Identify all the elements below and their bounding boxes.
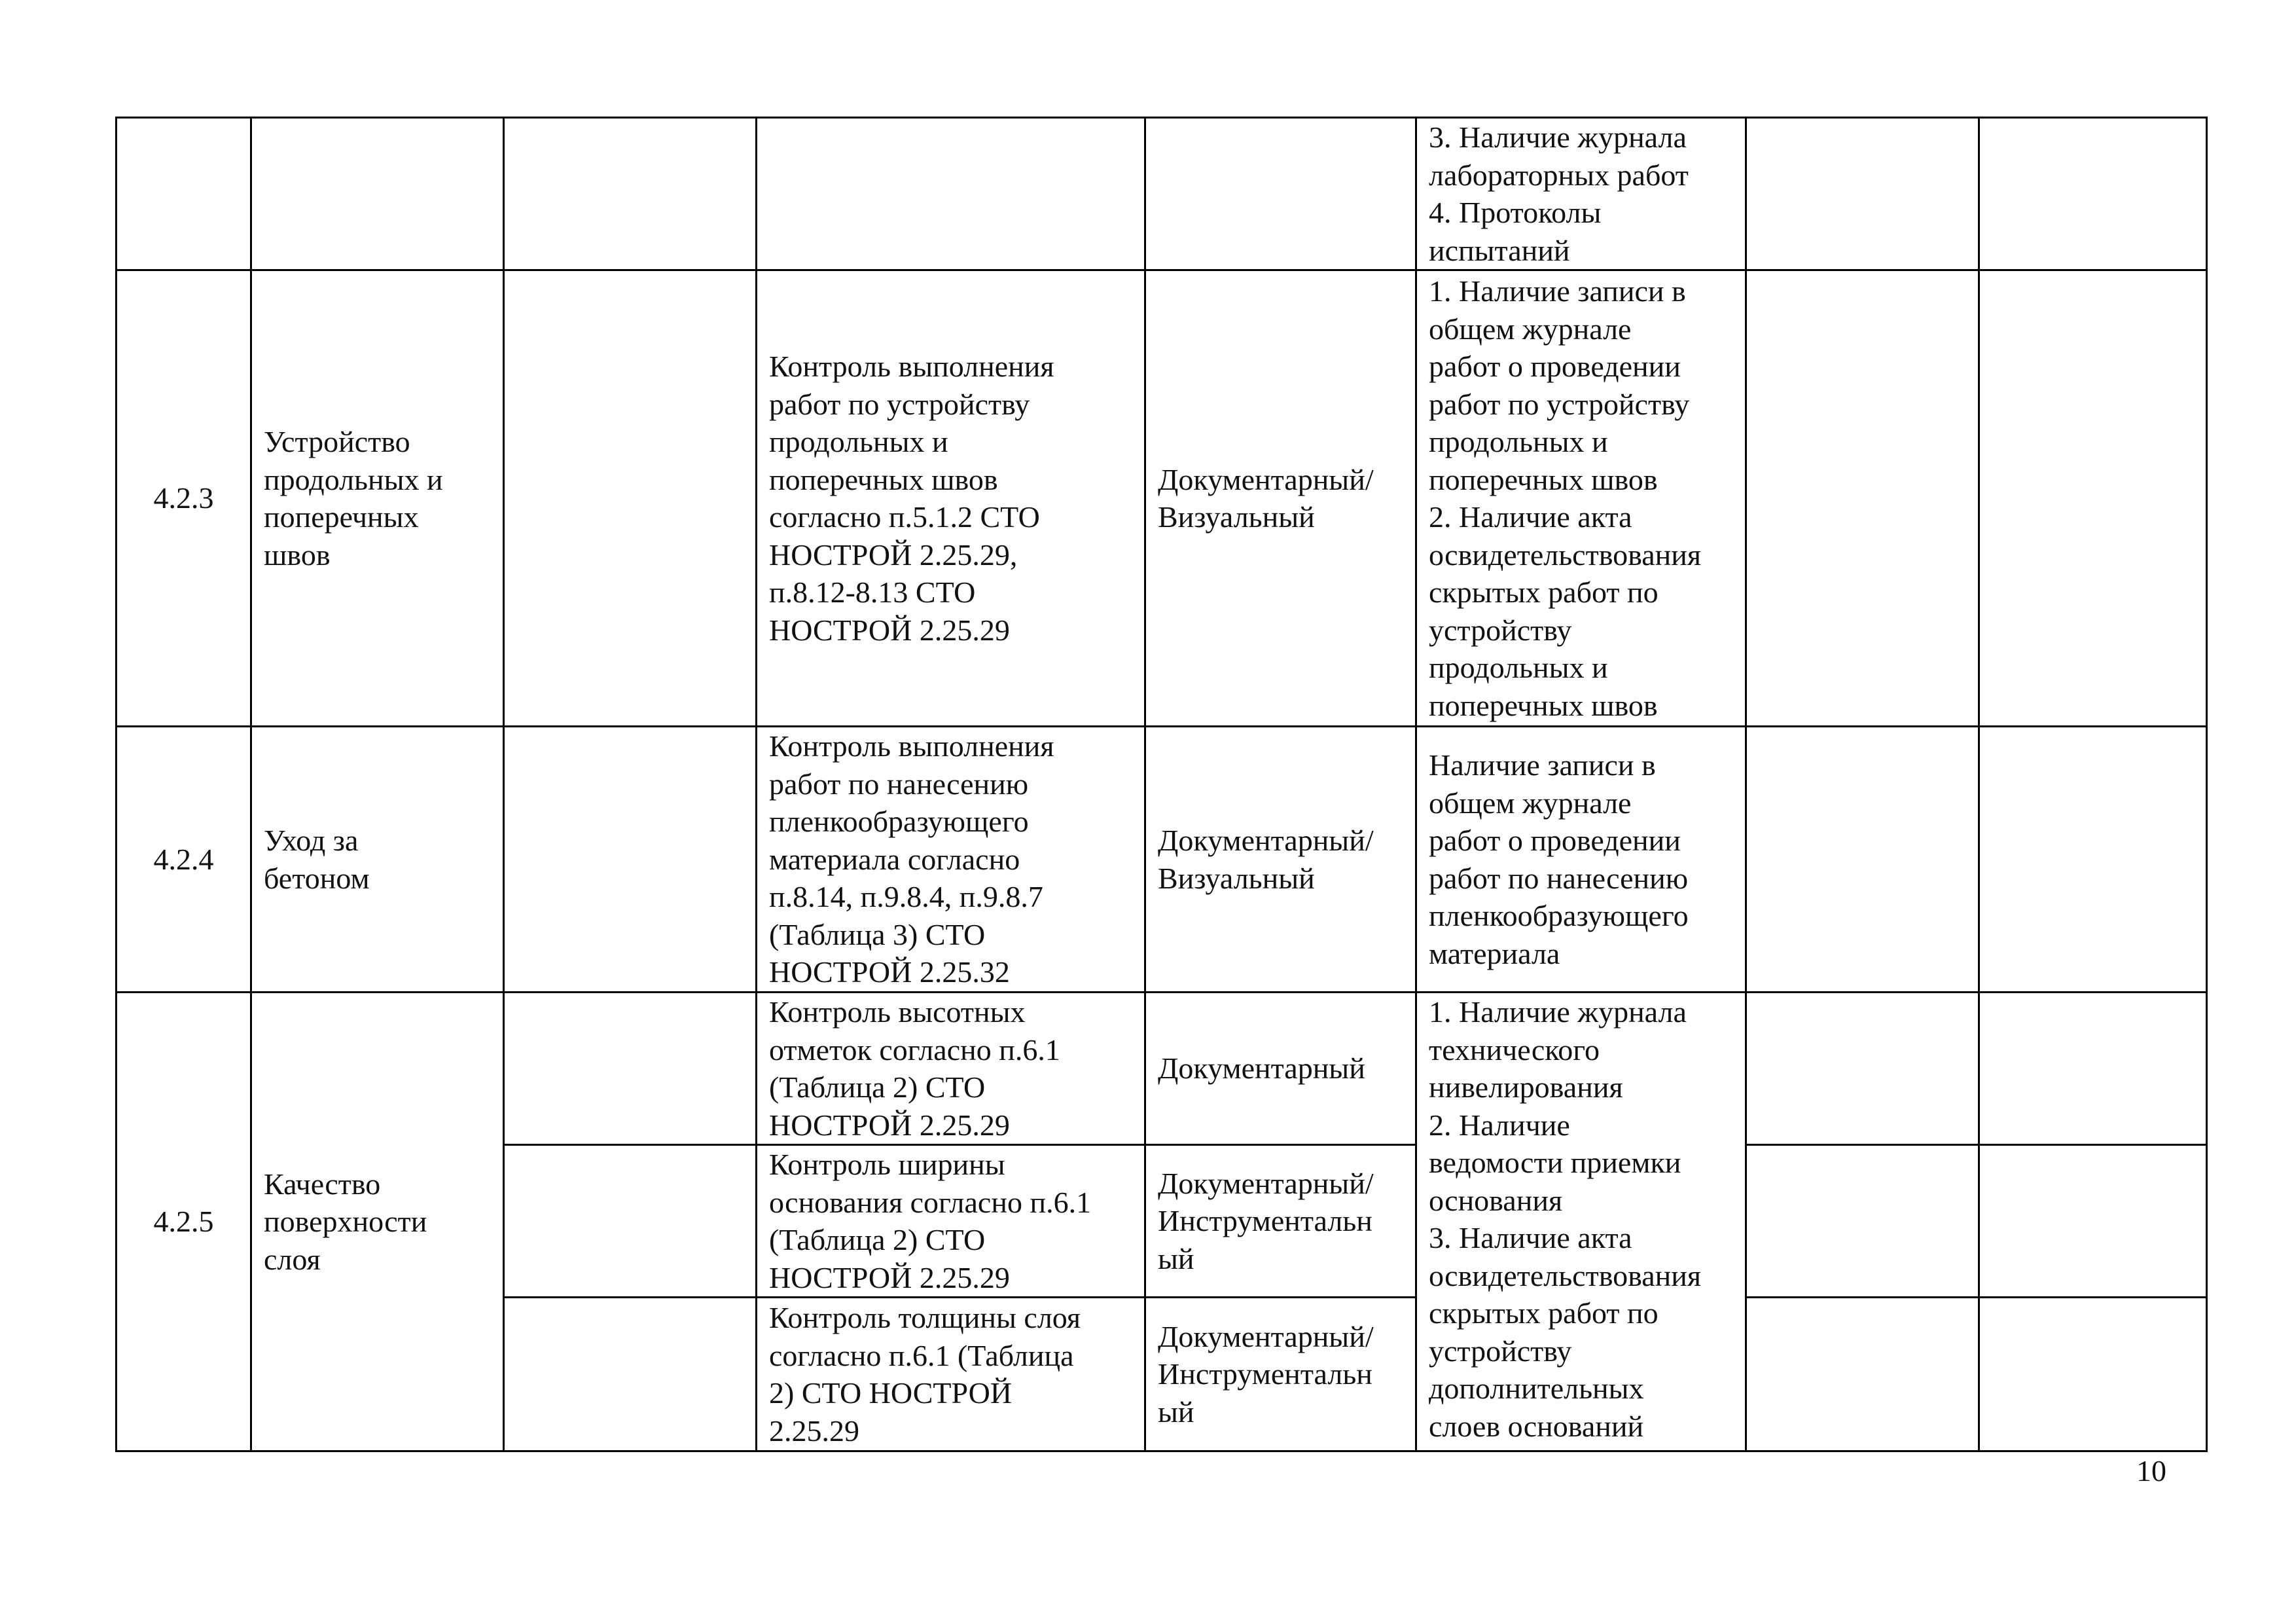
cell-blank xyxy=(1746,727,1979,993)
cell-documents: Наличие записи в общем журнале работ о проведении работ по нанесению пленкообразующего материала xyxy=(1416,727,1746,993)
table-row xyxy=(117,727,2207,993)
cell-stage: Уход за бетоном xyxy=(251,727,504,993)
page-number: 10 xyxy=(2136,1454,2166,1487)
cell-documents: 1. Наличие журнала технического нивелирования 2. Наличие ведомости приемки основания 3. Наличие акта освидетельствования скрытых работ по устройству дополнительных слоев оснований xyxy=(1416,993,1746,1451)
cell-blank xyxy=(504,1145,757,1298)
cell-stage: Устройство продольных и поперечных швов xyxy=(251,270,504,727)
cell-method: Документарный/ Визуальный xyxy=(1145,727,1416,993)
cell-documents: 3. Наличие журнала лабораторных работ 4. Протоколы испытаний xyxy=(1416,118,1746,270)
cell-control: Контроль выполнения работ по нанесению пленкообразующего материала согласно п.8.14, п.9.8.4, п.9.8.7 (Таблица 3) СТО НОСТРОЙ 2.25.32 xyxy=(757,727,1145,993)
cell-blank xyxy=(1746,1145,1979,1298)
cell-control: Контроль ширины основания согласно п.6.1 (Таблица 2) СТО НОСТРОЙ 2.25.29 xyxy=(757,1145,1145,1298)
table-row xyxy=(117,270,2207,727)
cell-blank xyxy=(1979,270,2207,727)
cell-blank xyxy=(1979,1145,2207,1298)
cell-control: Контроль выполнения работ по устройству продольных и поперечных швов согласно п.5.1.2 СТО НОСТРОЙ 2.25.29, п.8.12-8.13 СТО НОСТРОЙ 2.25.29 xyxy=(757,270,1145,727)
cell-blank xyxy=(504,270,757,727)
cell-method: Документарный/ Инструментальн ый xyxy=(1145,1145,1416,1298)
cell-blank xyxy=(504,993,757,1145)
cell-control xyxy=(757,118,1145,270)
cell-number: 4.2.4 xyxy=(117,727,251,993)
cell-stage xyxy=(251,118,504,270)
cell-number xyxy=(117,118,251,270)
cell-stage: Качество поверхности слоя xyxy=(251,993,504,1451)
cell-method: Документарный xyxy=(1145,993,1416,1145)
cell-blank xyxy=(1746,993,1979,1145)
cell-blank xyxy=(1979,118,2207,270)
cell-control: Контроль толщины слоя согласно п.6.1 (Таблица 2) СТО НОСТРОЙ 2.25.29 xyxy=(757,1298,1145,1451)
cell-method xyxy=(1145,118,1416,270)
cell-number: 4.2.5 xyxy=(117,993,251,1451)
table-row xyxy=(117,118,2207,270)
cell-blank xyxy=(1979,727,2207,993)
cell-blank xyxy=(504,1298,757,1451)
cell-documents: 1. Наличие записи в общем журнале работ о проведении работ по устройству продольных и поперечных швов 2. Наличие акта освидетельствования скрытых работ по устройству продольных и поперечных швов xyxy=(1416,270,1746,727)
cell-blank xyxy=(1979,993,2207,1145)
cell-blank xyxy=(504,727,757,993)
cell-method: Документарный/ Визуальный xyxy=(1145,270,1416,727)
cell-blank xyxy=(1746,270,1979,727)
cell-control: Контроль высотных отметок согласно п.6.1 (Таблица 2) СТО НОСТРОЙ 2.25.29 xyxy=(757,993,1145,1145)
inspection-table xyxy=(115,117,2208,1452)
cell-blank xyxy=(1746,1298,1979,1451)
cell-blank xyxy=(1979,1298,2207,1451)
table-row xyxy=(117,993,2207,1145)
cell-method: Документарный/ Инструментальн ый xyxy=(1145,1298,1416,1451)
cell-number: 4.2.3 xyxy=(117,270,251,727)
cell-blank xyxy=(1746,118,1979,270)
cell-blank xyxy=(504,118,757,270)
